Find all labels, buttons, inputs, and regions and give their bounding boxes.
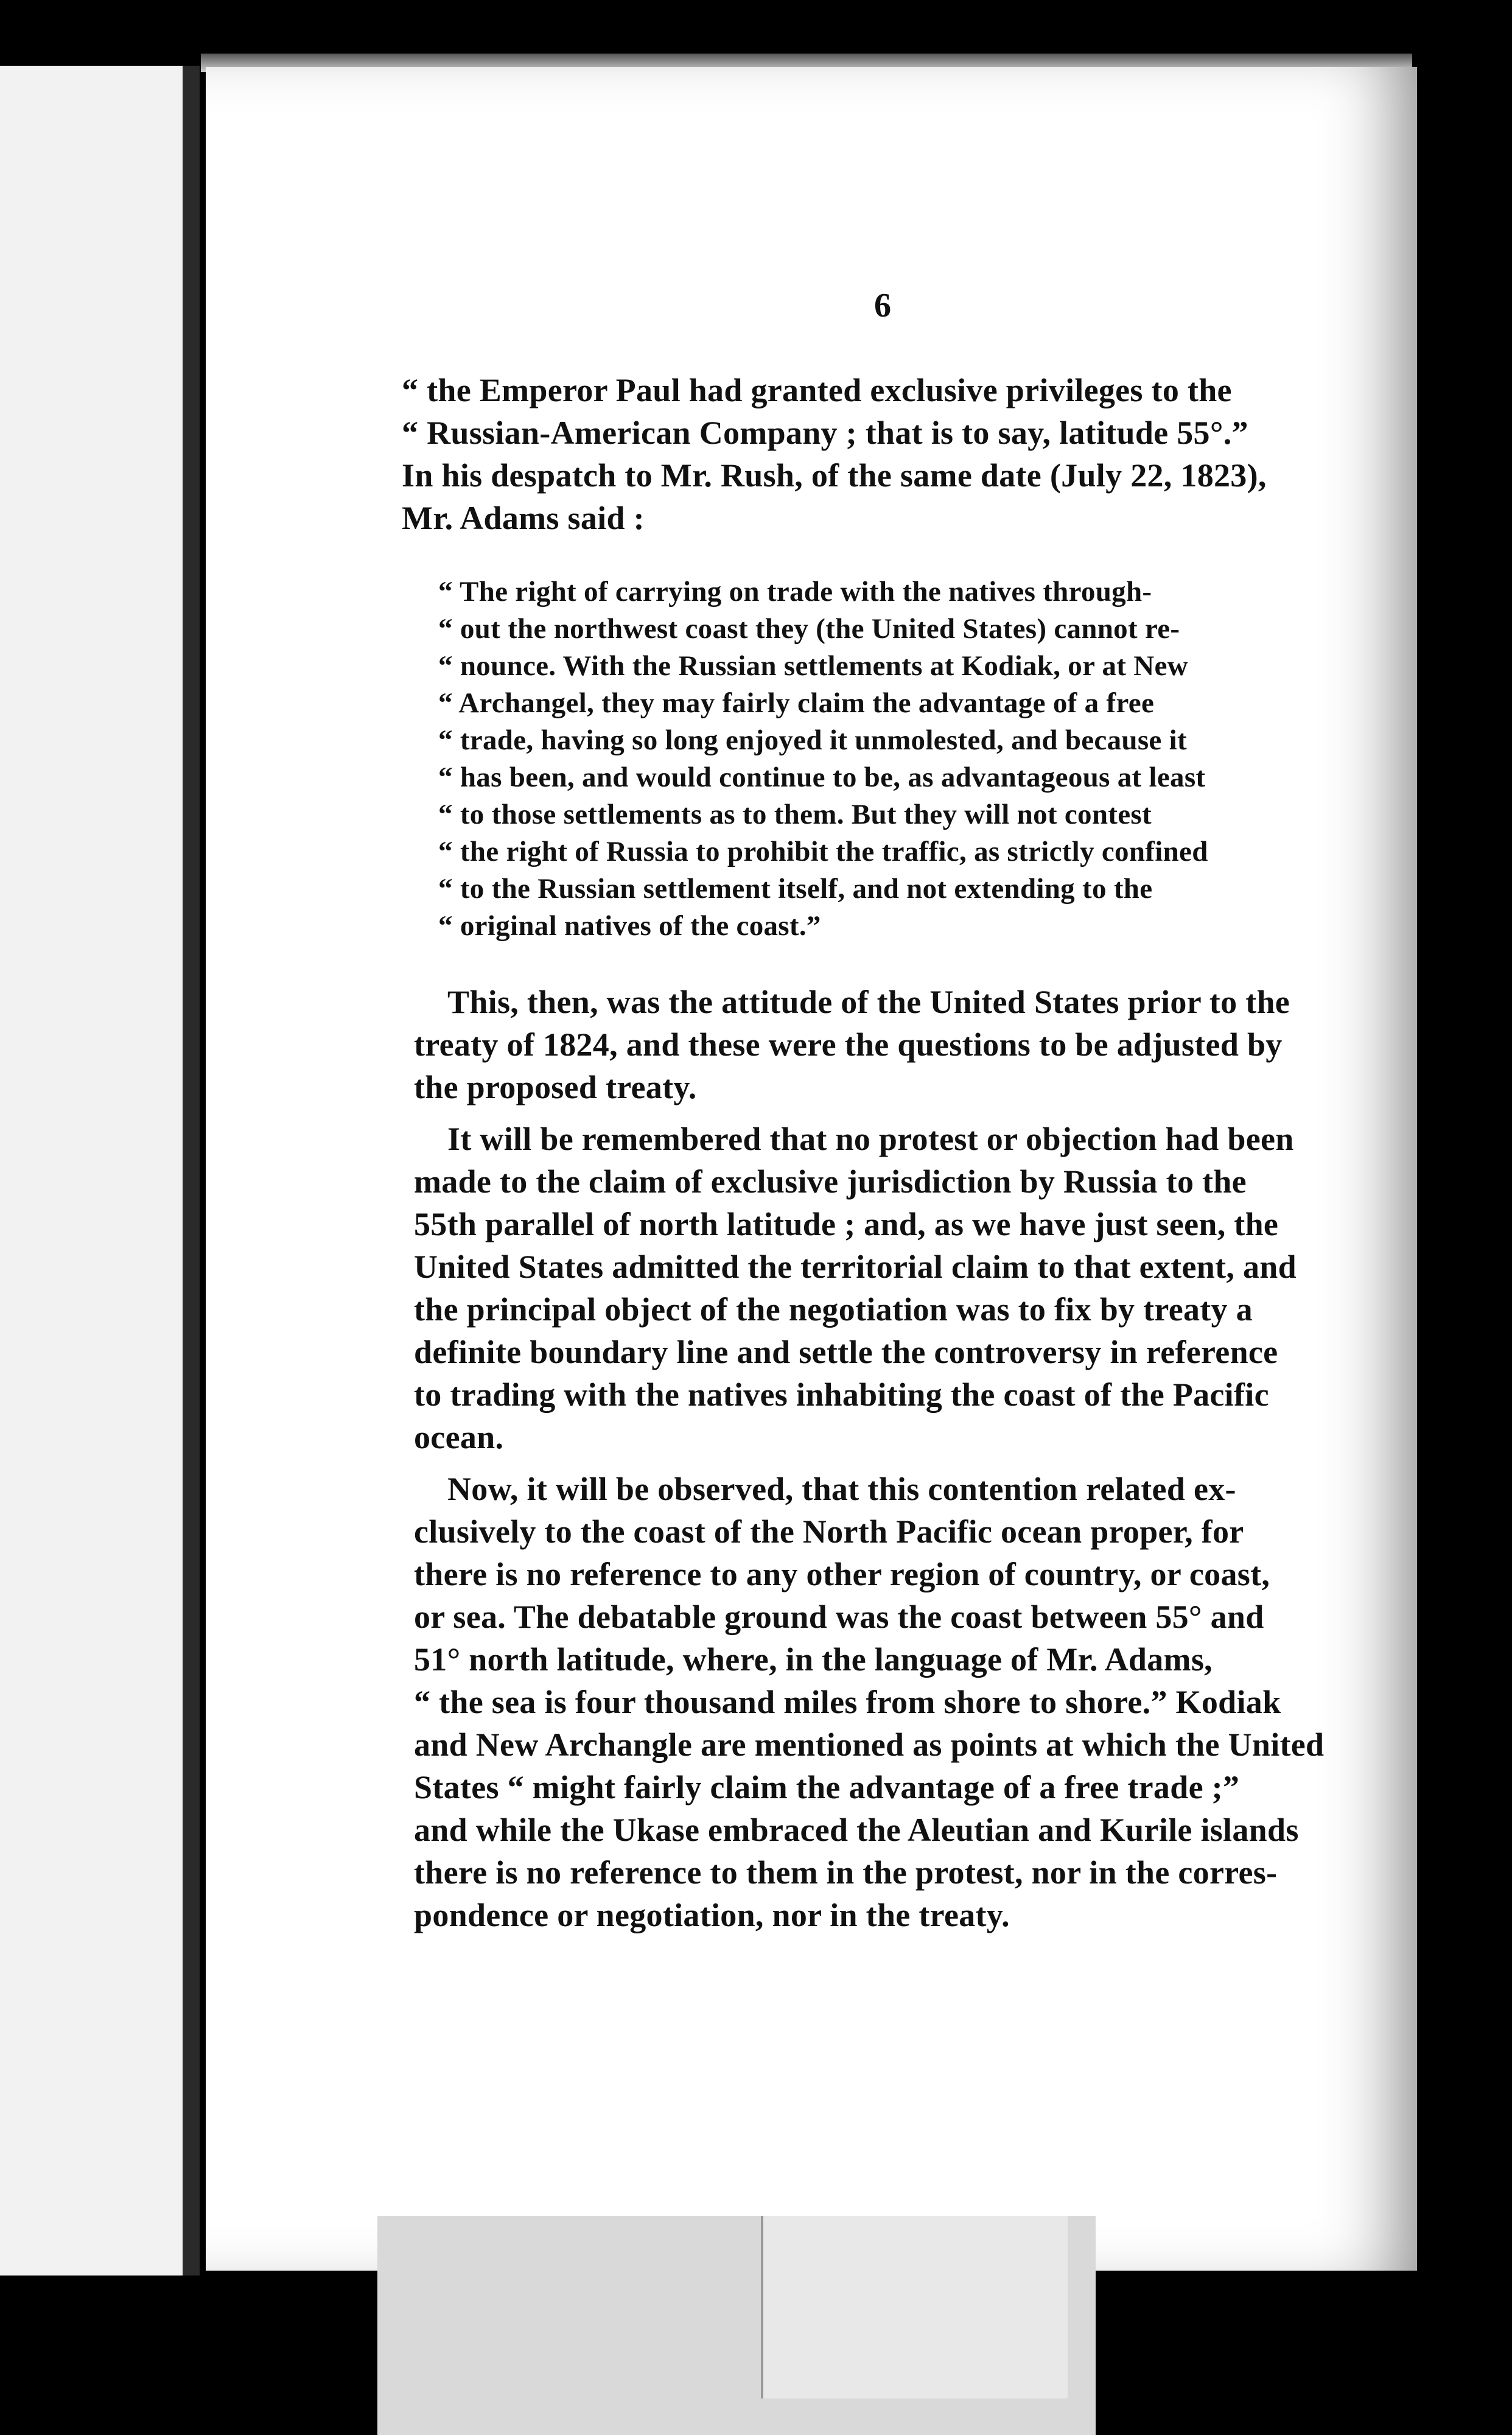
text-line: there is no reference to any other region of country, or coast, <box>414 1556 1270 1592</box>
text-line: definite boundary line and settle the controversy in reference <box>414 1334 1278 1370</box>
text-line: clusively to the coast of the North Pacific ocean proper, for <box>414 1513 1244 1550</box>
quote-line: “ original natives of the coast.” <box>438 910 821 942</box>
left-page-edge <box>0 66 186 2276</box>
quote-line: “ out the northwest coast they (the United States) cannot re- <box>438 613 1180 645</box>
text-line: ocean. <box>414 1419 504 1456</box>
quote-line: “ the right of Russia to prohibit the traffic, as strictly confined <box>438 836 1208 867</box>
text-line: the principal object of the negotiation was to fix by treaty a <box>414 1291 1253 1328</box>
text-line: 51° north latitude, where, in the language of Mr. Adams, <box>414 1641 1213 1678</box>
quote-line: “ Archangel, they may fairly claim the advantage of a free <box>438 687 1155 719</box>
text-line: the proposed treaty. <box>414 1069 697 1105</box>
text-line: “ the sea is four thousand miles from shore to shore.” Kodiak <box>414 1684 1281 1720</box>
text-line: It will be remembered that no protest or objection had been <box>447 1121 1294 1157</box>
text-line: 55th parallel of north latitude ; and, as we have just seen, the <box>414 1206 1279 1242</box>
quote-line: “ trade, having so long enjoyed it unmolested, and because it <box>438 724 1187 756</box>
quote-line: “ to those settlements as to them. But they will not contest <box>438 799 1152 830</box>
text-line: United States admitted the territorial claim to that extent, and <box>414 1249 1297 1285</box>
quote-line: “ The right of carrying on trade with the natives through- <box>438 576 1152 608</box>
text-line: and New Archangle are mentioned as points at which the United <box>414 1726 1325 1763</box>
text-line: treaty of 1824, and these were the questions to be adjusted by <box>414 1026 1283 1063</box>
text-line: made to the claim of exclusive jurisdiction by Russia to the <box>414 1163 1247 1200</box>
gutter-shadow <box>183 66 200 2276</box>
text-line: pondence or negotiation, nor in the treaty. <box>414 1897 1010 1933</box>
text-line: there is no reference to them in the protest, nor in the corres- <box>414 1854 1278 1891</box>
text-line: This, then, was the attitude of the United States prior to the <box>447 984 1290 1020</box>
text-line: or sea. The debatable ground was the coast between 55° and <box>414 1599 1264 1635</box>
text-line: and while the Ukase embraced the Aleutian and Kurile islands <box>414 1812 1299 1848</box>
quote-line: “ has been, and would continue to be, as advantageous at least <box>438 762 1206 793</box>
bottom-margin-tab <box>761 2216 1068 2398</box>
text-line: to trading with the natives inhabiting the coast of the Pacific <box>414 1376 1269 1413</box>
text-line: Now, it will be observed, that this contention related ex- <box>447 1471 1236 1507</box>
text-line: Mr. Adams said : <box>402 500 645 536</box>
text-line: “ Russian-American Company ; that is to say, latitude 55°.” <box>402 415 1248 451</box>
quote-line: “ nounce. With the Russian settlements at Kodiak, or at New <box>438 650 1188 682</box>
text-line: States “ might fairly claim the advantage of a free trade ;” <box>414 1769 1240 1806</box>
text-line: In his despatch to Mr. Rush, of the same date (July 22, 1823), <box>402 457 1267 494</box>
page-number: 6 <box>874 287 891 324</box>
quote-line: “ to the Russian settlement itself, and not extending to the <box>438 873 1153 905</box>
text-line: “ the Emperor Paul had granted exclusive privileges to the <box>402 372 1232 408</box>
